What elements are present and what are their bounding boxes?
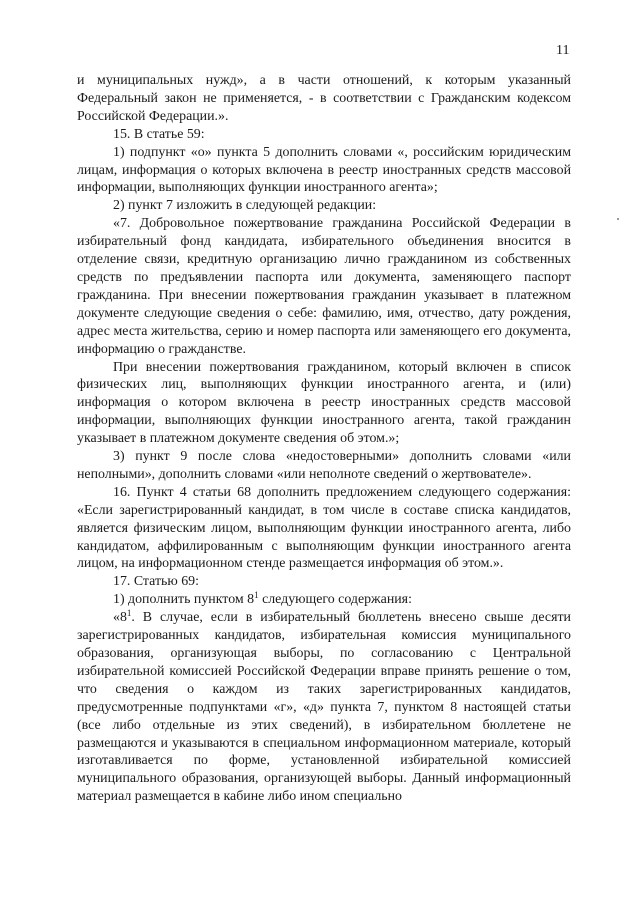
paragraph-subitem-3: 3) пункт 9 после слова «недостоверными» дополнить словами «или неполными», дополнить словами «или неполноте сведений о жертвователе».: [77, 449, 571, 482]
superscript: 1: [254, 590, 259, 601]
document-body: [77, 72, 571, 806]
page-number: 11: [556, 43, 570, 58]
paragraph-subitem-2: 2) пункт 7 изложить в следующей редакции:: [113, 198, 377, 214]
paragraph-item-17: 17. Статью 69:: [113, 574, 199, 590]
paragraph-subitem-1-article-69: [77, 591, 571, 609]
superscript: 1: [126, 608, 132, 619]
scan-mark: [617, 218, 619, 220]
paragraph-point-7: «7. Добровольное пожертвование гражданина Российской Федерации в избирательный фонд кандидата, избирательного объединения вносится в отделение связи, кредитную организацию лично гражданином из собственных средств по предъявлении паспорта или документа, заменяющего паспорт гражданина. При внесении пожертвования гражданин указывает в платежном документе следующие сведения о себе: фамилию, имя, отчество, дату рождения, адрес места жительства, серию и номер паспорта или заменяющего его документа, информацию о гражданстве.: [77, 216, 571, 357]
paragraph-point-7-continued: При внесении пожертвования гражданином, который включен в список физических лиц, выполняющих функции иностранного агента, и (или) информация о котором включена в реестр иностранных средств массовой информации, выполняющих функции иностранного агента, такой гражданин указывает в платежном документе сведения об этом.»;: [77, 359, 571, 447]
paragraph-subitem-1: 1) подпункт «о» пункта 5 дополнить словами «, российским юридическим лицам, информация о которых включена в реестр иностранных средств массовой информации, выполняющих функции иностранного агента»;: [77, 144, 571, 196]
text-segment: . В случае, если в избирательный бюллетень внесено свыше десяти зарегистрированных кандидатов, избирательная комиссия муниципального образования, организующая выборы, по согласованию с Центральной избирательной комиссией Российской Федерации вправе принять решение о том, что сведения о каждом из таких зарегистрированных кандидатов, предусмотренные подпунктами «г», «д» пункта 7, пунктом 8 настоящей статьи (все либо отдельные из этих сведений), в избирательном бюллетене не размещаются и указываются в специальном информационном материале, который изготавливается по форме, установленной избирательной комиссией муниципального образования, организующей выборы. Данный информационный материал размещается в кабине либо ином специально: [77, 610, 571, 805]
text-segment: 1) дополнить пунктом 8: [113, 592, 255, 608]
paragraph-item-16: 16. Пункт 4 статьи 68 дополнить предложением следующего содержания: «Если зарегистрированный кандидат, в том числе в составе списка кандидатов, является физическим лицом, выполняющим функции иностранного агента, либо кандидатом, аффилированным с выполняющим функции иностранного агента лицом, на информационном стенде размещается информация об этом.».: [77, 484, 571, 572]
text-segment: следующего содержания:: [258, 592, 412, 608]
paragraph-continuation: и муниципальных нужд», а в части отношений, к которым указанный Федеральный закон не применяется, - в соответствии с Гражданским кодексом Российской Федерации.».: [77, 73, 571, 124]
paragraph-item-15: 15. В статье 59:: [113, 126, 205, 142]
text-segment: «8: [113, 610, 127, 626]
paragraph-point-8-1: [77, 609, 571, 806]
